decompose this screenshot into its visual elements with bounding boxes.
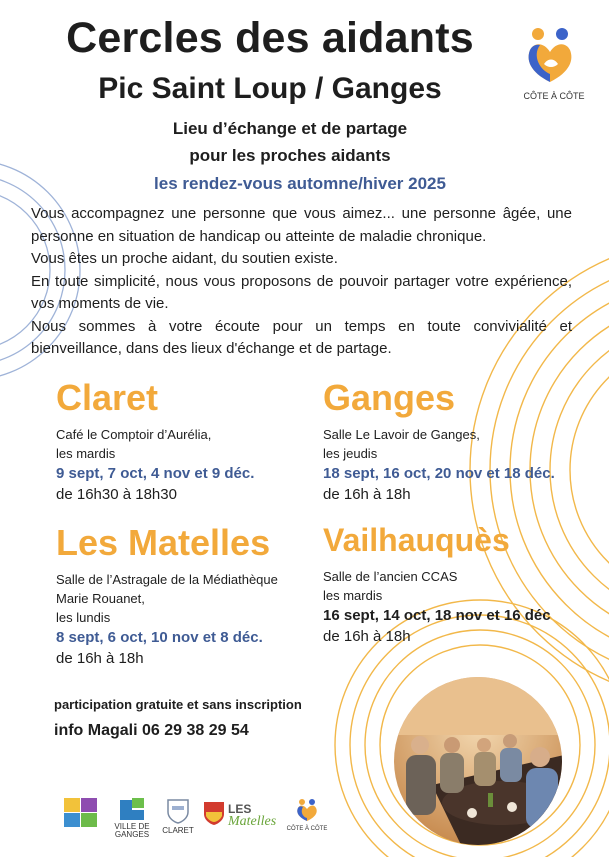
- group-photo: [392, 675, 564, 847]
- hours: de 16h à 18h: [323, 486, 411, 503]
- matelles-logo-text-2: Matelles: [228, 814, 277, 829]
- location-claret: [56, 377, 306, 503]
- matelles-crest-icon: [202, 800, 226, 826]
- location-vailhauques: [323, 522, 598, 645]
- ccas-logo-icon: [64, 798, 98, 830]
- city-name: Ganges: [323, 377, 456, 418]
- city-name: Claret: [56, 377, 159, 418]
- day: les lundis: [56, 610, 111, 625]
- city-name: Les Matelles: [56, 522, 271, 563]
- page-subtitle: Pic Saint Loup / Ganges: [98, 72, 442, 105]
- intro-text: [31, 203, 572, 361]
- tagline-2: pour les proches aidants: [189, 146, 391, 165]
- logo-caption: CÔTE À CÔTE: [523, 91, 585, 101]
- cote-a-cote-small-icon: [294, 798, 320, 822]
- venue-line-2: Marie Rouanet,: [56, 591, 145, 606]
- dates: 18 sept, 16 oct, 20 nov et 18 déc.: [323, 465, 555, 482]
- city-name: Vailhauquès: [323, 522, 510, 558]
- partner-logos: [58, 796, 328, 846]
- dates: 9 sept, 7 oct, 4 nov et 9 déc.: [56, 465, 255, 482]
- contact-info: info Magali 06 29 38 29 54: [54, 722, 249, 739]
- cote-a-cote-logo-icon: [518, 24, 590, 86]
- venue: Salle de l’ancien CCAS: [323, 569, 458, 584]
- day: les mardis: [323, 588, 383, 603]
- hours: de 16h à 18h: [56, 650, 144, 667]
- location-ganges: [323, 377, 598, 503]
- tagline-1: Lieu d’échange et de partage: [172, 119, 408, 138]
- tagline-season: les rendez-vous automne/hiver 2025: [154, 174, 446, 193]
- venue: Café le Comptoir d’Aurélia,: [56, 427, 212, 442]
- day: les jeudis: [323, 446, 378, 461]
- intro-paragraph-4: Nous sommes à votre écoute pour un temps en toute convivialité et bienveillance, dans des lieux d'échange et de partage.: [31, 317, 572, 357]
- intro-paragraph-1: Vous accompagnez une personne que vous aimez... une personne âgée, une personne en situation de handicap ou atteinte de maladie chronique.: [31, 205, 572, 245]
- intro-paragraph-3: En toute simplicité, nous vous proposons de pouvoir partager votre expérience, vos moments de vie.: [31, 272, 572, 312]
- cote-a-cote-small-text: CÔTE À CÔTE: [286, 826, 328, 832]
- hours: de 16h à 18h: [323, 628, 411, 645]
- venue: Salle Le Lavoir de Ganges,: [323, 427, 480, 442]
- ganges-logo-icon: [118, 796, 146, 822]
- venue: Salle de l’Astragale de la Médiathèque: [56, 572, 278, 587]
- location-les-matelles: [56, 522, 321, 667]
- participation-note: participation gratuite et sans inscription: [54, 697, 302, 712]
- claret-logo-icon: [166, 798, 190, 824]
- claret-logo-text: CLARET: [162, 826, 194, 835]
- cote-a-cote-logo: [518, 24, 590, 104]
- hours: de 16h30 à 18h30: [56, 486, 177, 503]
- intro-paragraph-2: Vous êtes un proche aidant, du soutien existe.: [31, 250, 338, 267]
- dates: 16 sept, 14 oct, 18 nov et 16 déc: [323, 607, 551, 624]
- ganges-logo-text: VILLE DE GANGES: [114, 822, 150, 839]
- matelles-logo-text-1: LES: [228, 802, 252, 816]
- page-title: Cercles des aidants: [66, 14, 474, 62]
- dates: 8 sept, 6 oct, 10 nov et 8 déc.: [56, 629, 263, 646]
- day: les mardis: [56, 446, 116, 461]
